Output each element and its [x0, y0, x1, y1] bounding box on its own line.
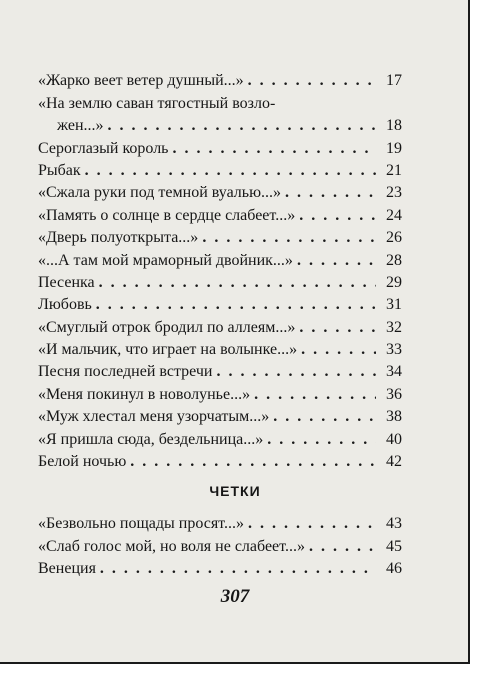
entry-page: 19	[386, 139, 402, 157]
entry-page: 26	[386, 229, 402, 247]
dot-leader	[281, 184, 376, 202]
dot-leader	[81, 162, 376, 180]
dot-leader	[295, 207, 376, 225]
entry-page: 18	[386, 117, 402, 135]
entry-title-continuation: жен...»	[57, 117, 104, 135]
entry-page: 40	[386, 430, 402, 448]
entry-page: 36	[386, 385, 402, 403]
entry-page: 42	[386, 453, 402, 471]
toc-entry	[38, 247, 402, 269]
entry-page: 45	[386, 537, 402, 555]
toc-entry	[38, 511, 402, 533]
entry-title: Песенка	[38, 273, 95, 291]
toc-entry	[38, 314, 402, 336]
entry-title: Сероглазый король	[38, 139, 169, 157]
entry-page: 46	[386, 560, 402, 578]
dot-leader	[305, 538, 376, 556]
page-number: 307	[220, 586, 250, 607]
dot-leader	[263, 431, 376, 449]
toc-entry	[38, 404, 402, 426]
dot-leader	[198, 229, 376, 247]
toc-entry	[38, 158, 402, 180]
entry-title: «Муж хлестал меня узорчатым...»	[38, 408, 270, 426]
dot-leader	[250, 386, 376, 404]
entry-page: 28	[386, 251, 402, 269]
dot-leader	[96, 560, 376, 578]
toc-entry	[38, 533, 402, 555]
entry-page: 32	[386, 318, 402, 336]
section-heading: ЧЕТКИ	[209, 483, 261, 499]
toc-entry	[38, 359, 402, 381]
dot-leader	[295, 319, 376, 337]
dot-leader	[244, 515, 376, 533]
contents-list-section	[38, 511, 402, 578]
entry-page: 17	[386, 72, 402, 90]
entry-title: Белой ночью	[38, 453, 127, 471]
toc-entry	[38, 381, 402, 403]
dot-leader	[168, 140, 376, 158]
entry-page: 33	[386, 341, 402, 359]
toc-entry	[38, 426, 402, 448]
dot-leader	[244, 72, 376, 90]
entry-title: «И мальчик, что играет на волынке...»	[38, 341, 298, 359]
entry-page: 43	[386, 515, 402, 533]
dot-leader	[297, 341, 376, 359]
entry-title: «Слаб голос мой, но воля не слабеет...»	[38, 537, 305, 555]
entry-title: «Смуглый отрок бродил по аллеям...»	[38, 318, 296, 336]
entry-title: «Я пришла сюда, бездельница...»	[38, 430, 264, 448]
dot-leader	[92, 296, 376, 314]
toc-entry	[38, 337, 402, 359]
toc-entry	[38, 270, 402, 292]
toc-entry-continuation	[38, 113, 402, 135]
entry-title: «Память о солнце в сердце слабеет...»	[38, 206, 296, 224]
dot-leader	[104, 117, 376, 135]
toc-entry	[38, 90, 402, 112]
toc-entry	[38, 225, 402, 247]
entry-title: «Дверь полуоткрыта...»	[38, 229, 199, 247]
entry-page: 38	[386, 408, 402, 426]
contents-list	[38, 68, 402, 471]
entry-page: 34	[386, 363, 402, 381]
dot-leader	[95, 274, 376, 292]
entry-title: Рыбак	[38, 161, 81, 179]
toc-entry	[38, 556, 402, 578]
toc-entry	[38, 202, 402, 224]
toc-entry	[38, 180, 402, 202]
toc-entry	[38, 68, 402, 90]
entry-title: «На землю саван тягостный возло-	[38, 94, 276, 112]
entry-title: «Меня покинул в новолунье...»	[38, 385, 251, 403]
entry-title: Любовь	[38, 296, 92, 314]
dot-leader	[293, 252, 376, 270]
dot-leader	[269, 408, 376, 426]
entry-page: 24	[386, 206, 402, 224]
toc-entry	[38, 135, 402, 157]
entry-title: «Жарко веет ветер душный...»	[38, 72, 244, 90]
entry-title: Песня последней встречи	[38, 363, 213, 381]
dot-leader	[126, 453, 376, 471]
toc-entry	[38, 292, 402, 314]
entry-title: «Сжала руки под темной вуалью...»	[38, 184, 282, 202]
dot-leader	[212, 363, 376, 381]
entry-page: 29	[386, 273, 402, 291]
entry-title: «...А там мой мраморный двойник...»	[38, 251, 293, 269]
toc-entry	[38, 449, 402, 471]
entry-title: «Безвольно пощады просят...»	[38, 515, 244, 533]
entry-page: 31	[386, 296, 402, 314]
entry-page: 21	[386, 161, 402, 179]
entry-page: 23	[386, 184, 402, 202]
entry-title: Венеция	[38, 560, 96, 578]
